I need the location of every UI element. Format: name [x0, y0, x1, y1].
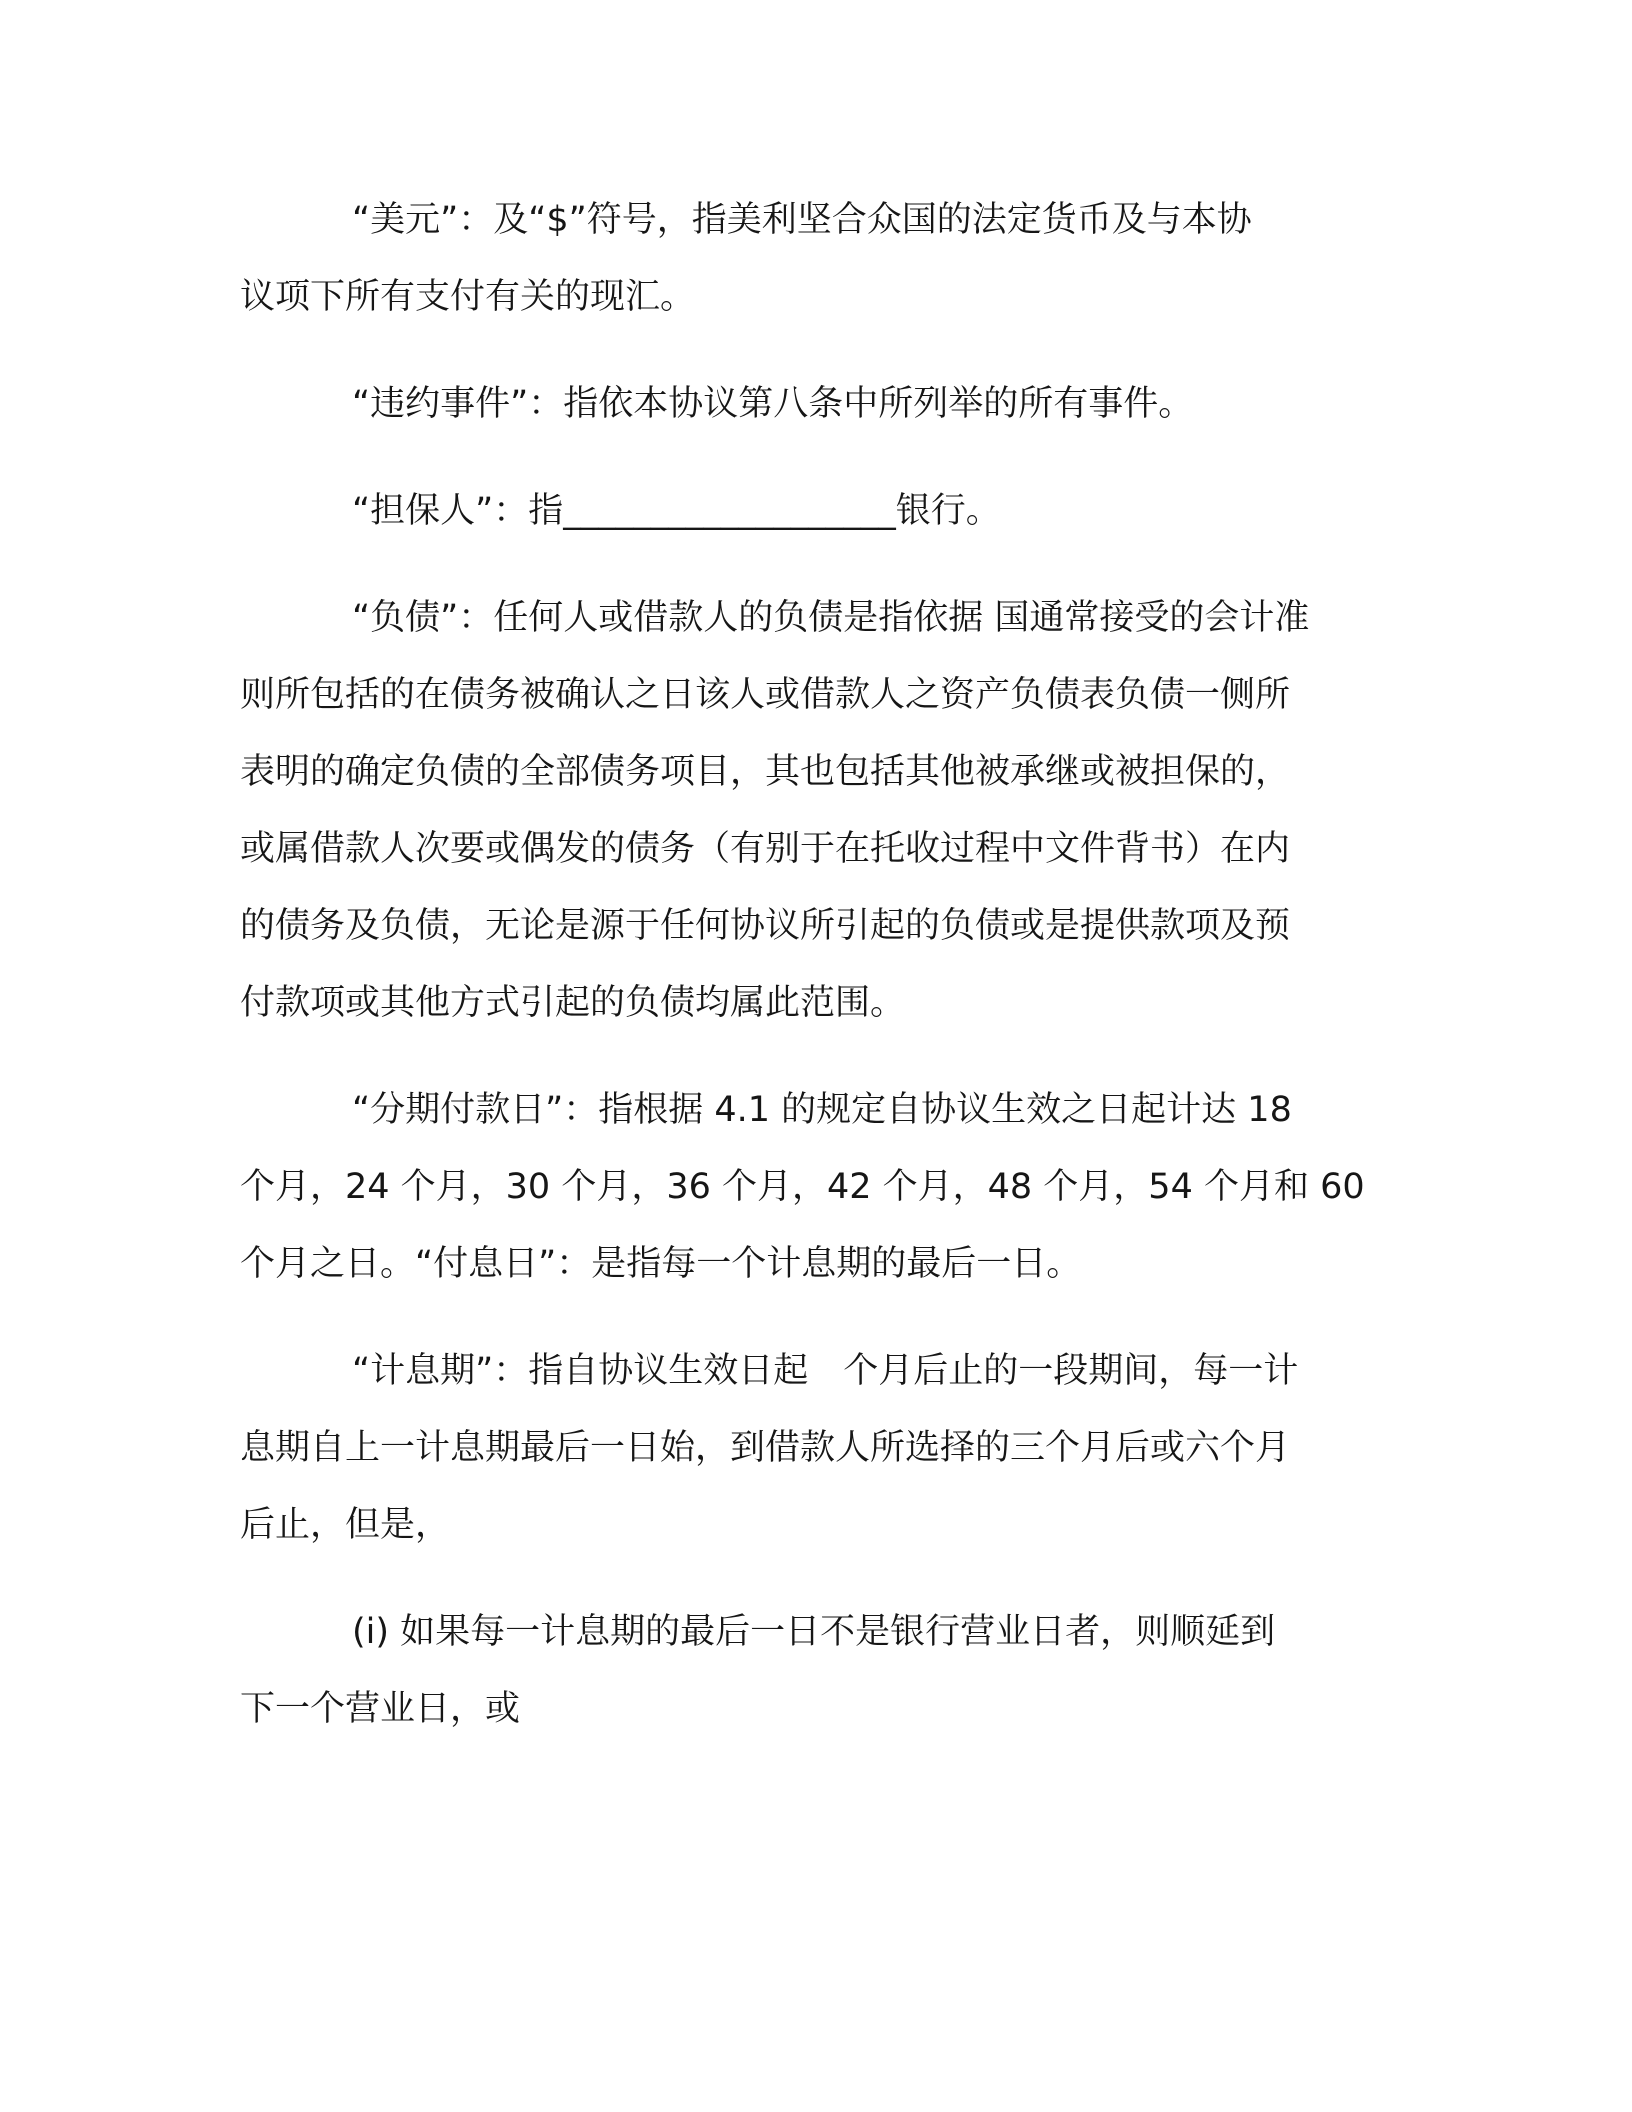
clause-i: [240, 1594, 1390, 1748]
text-line: “负债”：任何人或借款人的负债是指依据 国通常接受的会计准: [352, 598, 1310, 638]
text-line: 息期自上一计息期最后一日始，到借款人所选择的三个月后或六个月: [240, 1428, 1291, 1468]
text-line: 的债务及负债，无论是源于任何协议所引起的负债或是提供款项及预: [240, 906, 1291, 946]
document-body: [240, 182, 1390, 1778]
definition-indebtedness: [240, 580, 1390, 1042]
text-line: 表明的确定负债的全部债务项目，其也包括其他被承继或被担保的，: [240, 752, 1291, 792]
text-line: 议项下所有支付有关的现汇。: [240, 277, 696, 317]
definition-interest-period: [240, 1333, 1390, 1564]
text-line: “分期付款日”：指根据 4.1 的规定自协议生效之日起计达 18: [352, 1090, 1292, 1130]
text-line: 下一个营业日，或: [240, 1689, 521, 1729]
definition-guarantor: [240, 473, 1390, 550]
definition-usd: [240, 182, 1390, 336]
text-line: “担保人”：指___________________银行。: [352, 491, 1001, 531]
text-line: 个月之日。“付息日”：是指每一个计息期的最后一日。: [240, 1244, 1082, 1284]
definition-installment-date: [240, 1072, 1390, 1303]
text-line: “违约事件”：指依本协议第八条中所列举的所有事件。: [352, 384, 1194, 424]
text-line: (i) 如果每一计息期的最后一日不是银行营业日者，则顺延到: [352, 1612, 1276, 1652]
text-line: 后止，但是，: [240, 1505, 451, 1545]
text-line: 付款项或其他方式引起的负债均属此范围。: [240, 983, 906, 1023]
definition-event-of-default: [240, 366, 1390, 443]
text-line: 或属借款人次要或偶发的债务（有别于在托收过程中文件背书）在内: [240, 829, 1291, 869]
text-line: “美元”：及“$”符号，指美利坚合众国的法定货币及与本协: [352, 200, 1252, 240]
text-line: 个月，24 个月，30 个月，36 个月，42 个月，48 个月，54 个月和 60: [240, 1167, 1365, 1207]
text-line: 则所包括的在债务被确认之日该人或借款人之资产负债表负债一侧所: [240, 675, 1291, 715]
text-line: “计息期”：指自协议生效日起 个月后止的一段期间，每一计: [352, 1351, 1299, 1391]
